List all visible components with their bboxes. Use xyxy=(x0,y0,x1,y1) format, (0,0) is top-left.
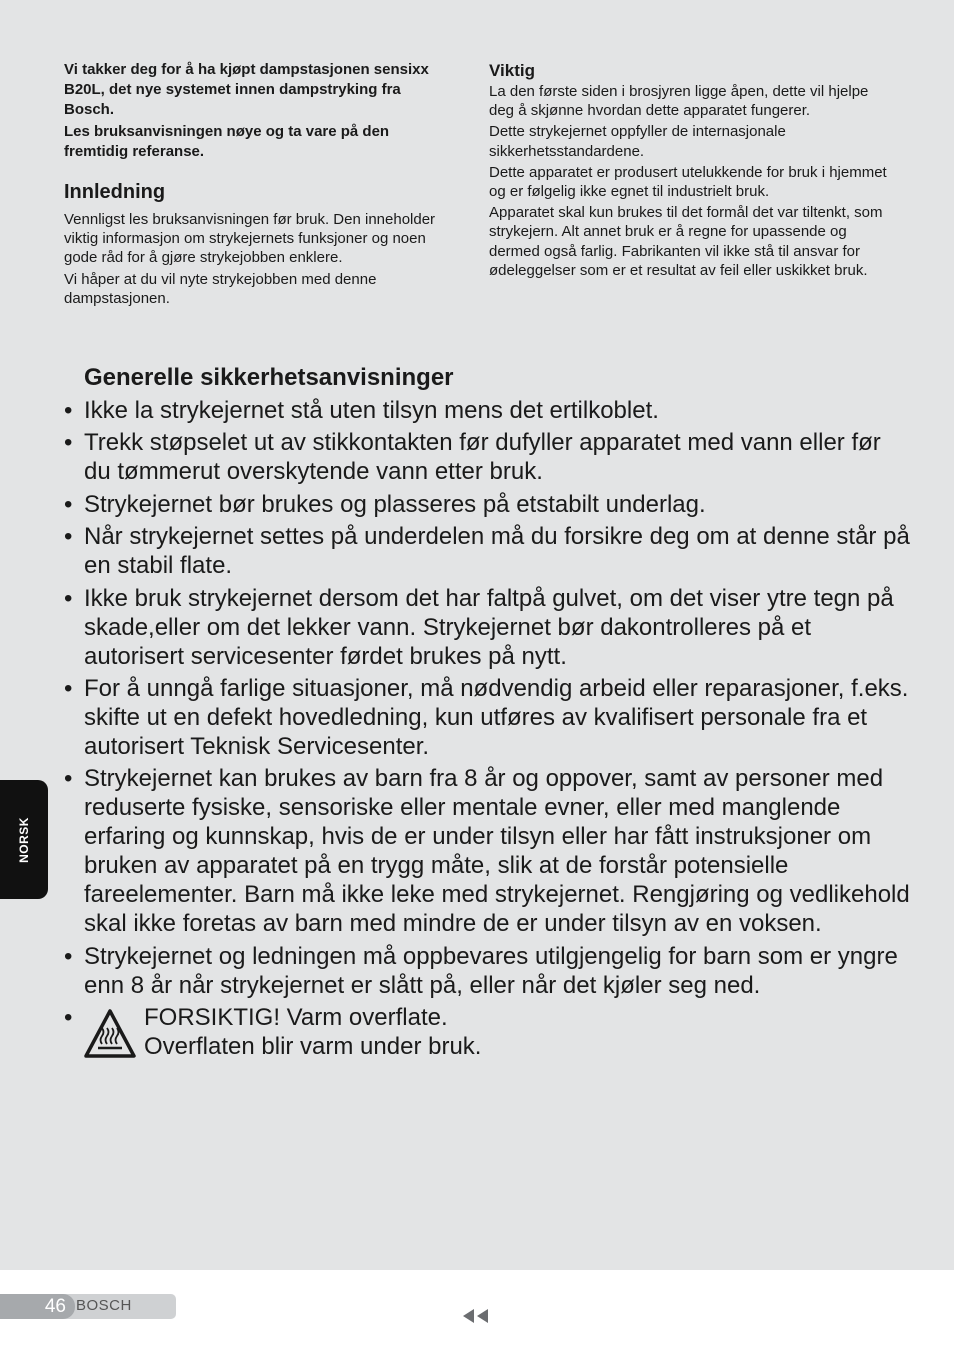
list-item-text: Strykejernet kan brukes av barn fra 8 år og oppover, samt av personer med reduserte fysiske, sensoriske eller mentale evner, eller med manglende erfaring og kunnskap, hvis de er under tilsyn eller har fått instruksjoner om bruken av apparatet på en trygg måte, slik at de forstår potensielle fareelementer. Barn må ikke leke med strykejernet. Rengjøring og vedlikehold skal ikke foretas av barn med mindre de er under tilsyn av en voksen. xyxy=(84,765,910,938)
bullet: • xyxy=(64,429,73,457)
important-column xyxy=(489,60,894,282)
list-item xyxy=(64,764,914,938)
intro-paragraph-2: Vi håper at du vil nyte strykejobben med denne dampstasjonen. xyxy=(64,270,377,307)
bullet: • xyxy=(64,1004,73,1032)
list-item-text: Ikke bruk strykejernet dersom det har faltpå gulvet, om det viser ytre tegn på skade,eller om det lekker vann. Strykejernet bør dakontrolleres på et autorisert servicesenter førdet brukes på nytt. xyxy=(84,584,894,670)
language-tab-label: NORSK xyxy=(17,817,31,863)
brand-name: BOSCH xyxy=(76,1297,132,1314)
bullet: • xyxy=(64,584,73,612)
safety-title: Generelle sikkerhetsanvisninger xyxy=(84,364,454,391)
list-item xyxy=(64,584,914,671)
list-item xyxy=(64,396,914,425)
warning-line-2: Overflaten blir varm under bruk. xyxy=(144,1033,482,1061)
intro-column xyxy=(64,60,449,310)
safety-list xyxy=(64,396,914,1061)
list-item-text: For å unngå farlige situasjoner, må nødvendig arbeid eller reparasjoner, f.eks. skifte ut en defekt hovedledning, kun utføres av kvalifisert personale fra et autorisert Teknisk Servicesenter. xyxy=(84,674,909,760)
list-item-text: Når strykejernet settes på underdelen må du forsikre deg om at denne står på en stabil flate. xyxy=(84,523,910,580)
list-item-text: Strykejernet bør brukes og plasseres på etstabilt underlag. xyxy=(84,490,706,518)
read-manual-text: Les bruksanvisningen nøye og ta vare på den fremtidig referanse. xyxy=(64,123,390,160)
list-item xyxy=(64,674,914,761)
list-item-text: Strykejernet og ledningen må oppbevares utilgjengelig for barn som er yngre enn 8 år når strykejernet er slått på, eller når det kjøler seg ned. xyxy=(84,942,898,999)
intro-paragraph-1: Vennligst les bruksanvisningen før bruk. Den inneholder viktig informasjon om strykejernets funksjoner og noen gode råd for å gjøre strykejobben enklere. xyxy=(64,211,436,267)
important-heading: Viktig xyxy=(489,61,535,80)
list-item xyxy=(64,490,914,519)
bullet: • xyxy=(64,490,73,518)
important-paragraph-4: Apparatet skal kun brukes til det formål det var tiltenkt, som strykejern. Alt annet bruk er å regne for upassende og dermed også farlig. Fabrikanten vil ikke stå til ansvar for ødeleggelser som er et resultat av feil eller uskikket bruk. xyxy=(489,204,883,279)
hot-surface-warning-icon xyxy=(84,1008,136,1060)
warning-line-1: FORSIKTIG! Varm overflate. xyxy=(144,1004,448,1032)
safety-section xyxy=(64,362,914,1065)
intro-heading: Innledning xyxy=(64,181,166,203)
bullet: • xyxy=(64,942,73,970)
page-number: 46 xyxy=(0,1294,75,1319)
bullet: • xyxy=(64,397,73,424)
important-paragraph-1: La den første siden i brosjyren ligge åpen, dette vil hjelpe deg å skjønne hvordan dette apparatet fungerer. xyxy=(489,83,869,120)
important-paragraph-2: Dette strykejernet oppfyller de internasjonale sikkerhetsstandardene. xyxy=(489,123,786,160)
list-item-text: Trekk støpselet ut av stikkontakten før dufyller apparatet med vann eller før du tømmerut overskytende vann etter bruk. xyxy=(84,429,881,486)
important-paragraph-3: Dette apparatet er produsert utelukkende for bruk i hjemmet og er følgelig ikke egnet til industrielt bruk. xyxy=(489,163,887,201)
warning-item xyxy=(64,1003,914,1061)
thanks-text: Vi takker deg for å ha kjøpt dampstasjonen sensixx B20L, det nye systemet innen dampstryking fra Bosch. xyxy=(64,61,429,118)
list-item xyxy=(64,522,914,580)
double-left-arrow-icon[interactable] xyxy=(461,1308,491,1324)
bullet: • xyxy=(64,674,73,702)
list-item-text: Ikke la strykejernet stå uten tilsyn mens det ertilkoblet. xyxy=(84,397,659,424)
list-item xyxy=(64,942,914,1000)
warning-text xyxy=(144,1003,481,1061)
list-item xyxy=(64,428,914,486)
bullet: • xyxy=(64,765,73,793)
bullet: • xyxy=(64,523,73,551)
